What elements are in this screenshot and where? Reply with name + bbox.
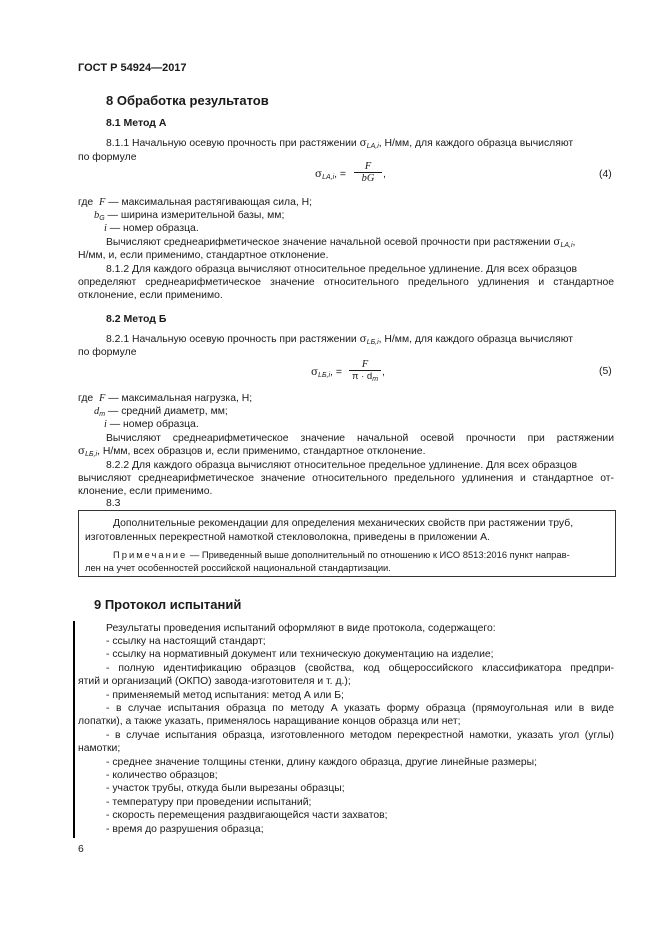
- para-821-line2: по формуле: [78, 347, 137, 358]
- where-b3: i — номер образца.: [104, 419, 199, 430]
- s9-line-3: - полную идентификацию образцов (свойства, код общероссийского классификатора предпри-: [106, 663, 614, 674]
- note-label: Примечание: [113, 549, 188, 560]
- document-header: ГОСТ Р 54924—2017: [78, 62, 187, 74]
- para-822-line3: клонение, если применимо.: [78, 486, 213, 497]
- para-812-line1: 8.1.2 Для каждого образца вычисляют относительное предельное удлинение. Для всех образцов: [106, 264, 578, 275]
- para-mean-b-line1: Вычисляют среднеарифметическое значение начальной осевой прочности при растяжении: [106, 433, 614, 444]
- para-822-line2: вычисляют среднеарифметическое значение относительного предельного удлинения и стандартное от-: [78, 473, 614, 484]
- box-line2: изготовленных перекрестной намоткой стекловолокна, приведены в приложении А.: [85, 532, 490, 543]
- additional-clause-box: [78, 510, 616, 577]
- section-9-title: 9 Протокол испытаний: [94, 597, 242, 612]
- s9-line-9: намотки;: [78, 743, 121, 754]
- page-number: 6: [78, 844, 84, 855]
- para-mean-b-line2: $\sigma_{LБ,i}$, Н/мм, всех образцов и, если применимо, стандартное отклонение.: [78, 445, 426, 458]
- s9-line-10: - среднее значение толщины стенки, длину каждого образца, другие линейные размеры;: [106, 757, 538, 768]
- where-a3: i — номер образца.: [104, 223, 199, 234]
- para-812-line2: определяют среднеарифметическое значение относительного предельного удлинения и стандартное: [78, 277, 614, 288]
- section-8-title: 8 Обработка результатов: [106, 93, 269, 108]
- s9-line-6: - в случае испытания образца по методу А указать форму образца (прямоугольная или в виде: [106, 703, 614, 714]
- formula-4: $\sigma_{LA,i}$, =: [315, 168, 346, 181]
- para-83: 8.3: [106, 498, 121, 509]
- s9-line-1: - ссылку на настоящий стандарт;: [106, 636, 266, 647]
- where-a1: где F — максимальная растягивающая сила, Н;: [78, 197, 313, 208]
- para-811-line2: по формуле: [78, 152, 137, 163]
- para-812-line3: отклонение, если применимо.: [78, 290, 223, 301]
- formula-5: $\sigma_{LБ,i}$, =: [311, 366, 342, 379]
- para-821-line1: 8.2.1 Начальную осевую прочность при растяжении $\sigma_{LБ,i}$, Н/мм, для каждого образца вычисляют: [106, 333, 574, 346]
- para-mean-a-line2: Н/мм, и, если применимо, стандартное отклонение.: [78, 250, 329, 261]
- where-b1: где F — максимальная нагрузка, Н;: [78, 393, 253, 404]
- formula-5-fraction: $\frac{F}{\pi \cdot d_m}$: [349, 359, 381, 383]
- formula-4-tail: ,: [383, 169, 386, 180]
- para-822-line1: 8.2.2 Для каждого образца вычисляют относительное предельное удлинение. Для всех образцов: [106, 460, 578, 471]
- s9-line-2: - ссылку на нормативный документ или техническую документацию на изделие;: [106, 649, 494, 660]
- s9-line-15: - время до разрушения образца;: [106, 824, 264, 835]
- note-line1: Примечание — Приведенный выше дополнительный по отношению к ИСО 8513:2016 пункт направ-: [113, 549, 570, 560]
- s9-line-5: - применяемый метод испытания: метод А или Б;: [106, 690, 344, 701]
- note-line2: лен на учет особенностей российской национальной стандартизации.: [85, 562, 391, 573]
- para-811-line1: 8.1.1 Начальную осевую прочность при растяжении $\sigma_{LA,i}$, Н/мм, для каждого образца вычисляют: [106, 137, 574, 150]
- method-b-title: 8.2 Метод Б: [106, 313, 167, 325]
- equation-number-5: (5): [599, 366, 612, 377]
- s9-line-7: лопатки), а также указать, применялось наращивание концов образца или нет;: [78, 716, 461, 727]
- s9-line-11: - количество образцов;: [106, 770, 218, 781]
- s9-line-13: - температуру при проведении испытаний;: [106, 797, 312, 808]
- equation-number-4: (4): [599, 169, 612, 180]
- s9-line-0: Результаты проведения испытаний оформляют в виде протокола, содержащего:: [106, 623, 496, 634]
- box-line1: Дополнительные рекомендации для определения механических свойств при растяжении труб,: [113, 518, 574, 529]
- where-a2: $b_G$ — ширина измерительной базы, мм;: [94, 210, 285, 222]
- where-b2: $d_m$ — средний диаметр, мм;: [94, 406, 228, 418]
- para-mean-a-line1: Вычисляют среднеарифметическое значение начальной осевой прочности при растяжении $\sigma_{LA,i}$,: [106, 236, 576, 249]
- s9-line-12: - участок трубы, откуда были вырезаны образцы;: [106, 783, 345, 794]
- s9-line-8: - в случае испытания образца, изготовленного методом перекрестной намотки, указать угол (углы): [106, 730, 614, 741]
- s9-line-4: ятий и организаций (ОКПО) завода-изготовителя и т. д.);: [78, 676, 351, 687]
- formula-4-fraction: $\frac{F}{bG}$: [354, 161, 382, 184]
- method-a-title: 8.1 Метод А: [106, 117, 167, 129]
- s9-line-14: - скорость перемещения раздвигающейся части захватов;: [106, 810, 388, 821]
- change-bar: [73, 621, 75, 838]
- formula-5-tail: ,: [382, 367, 385, 378]
